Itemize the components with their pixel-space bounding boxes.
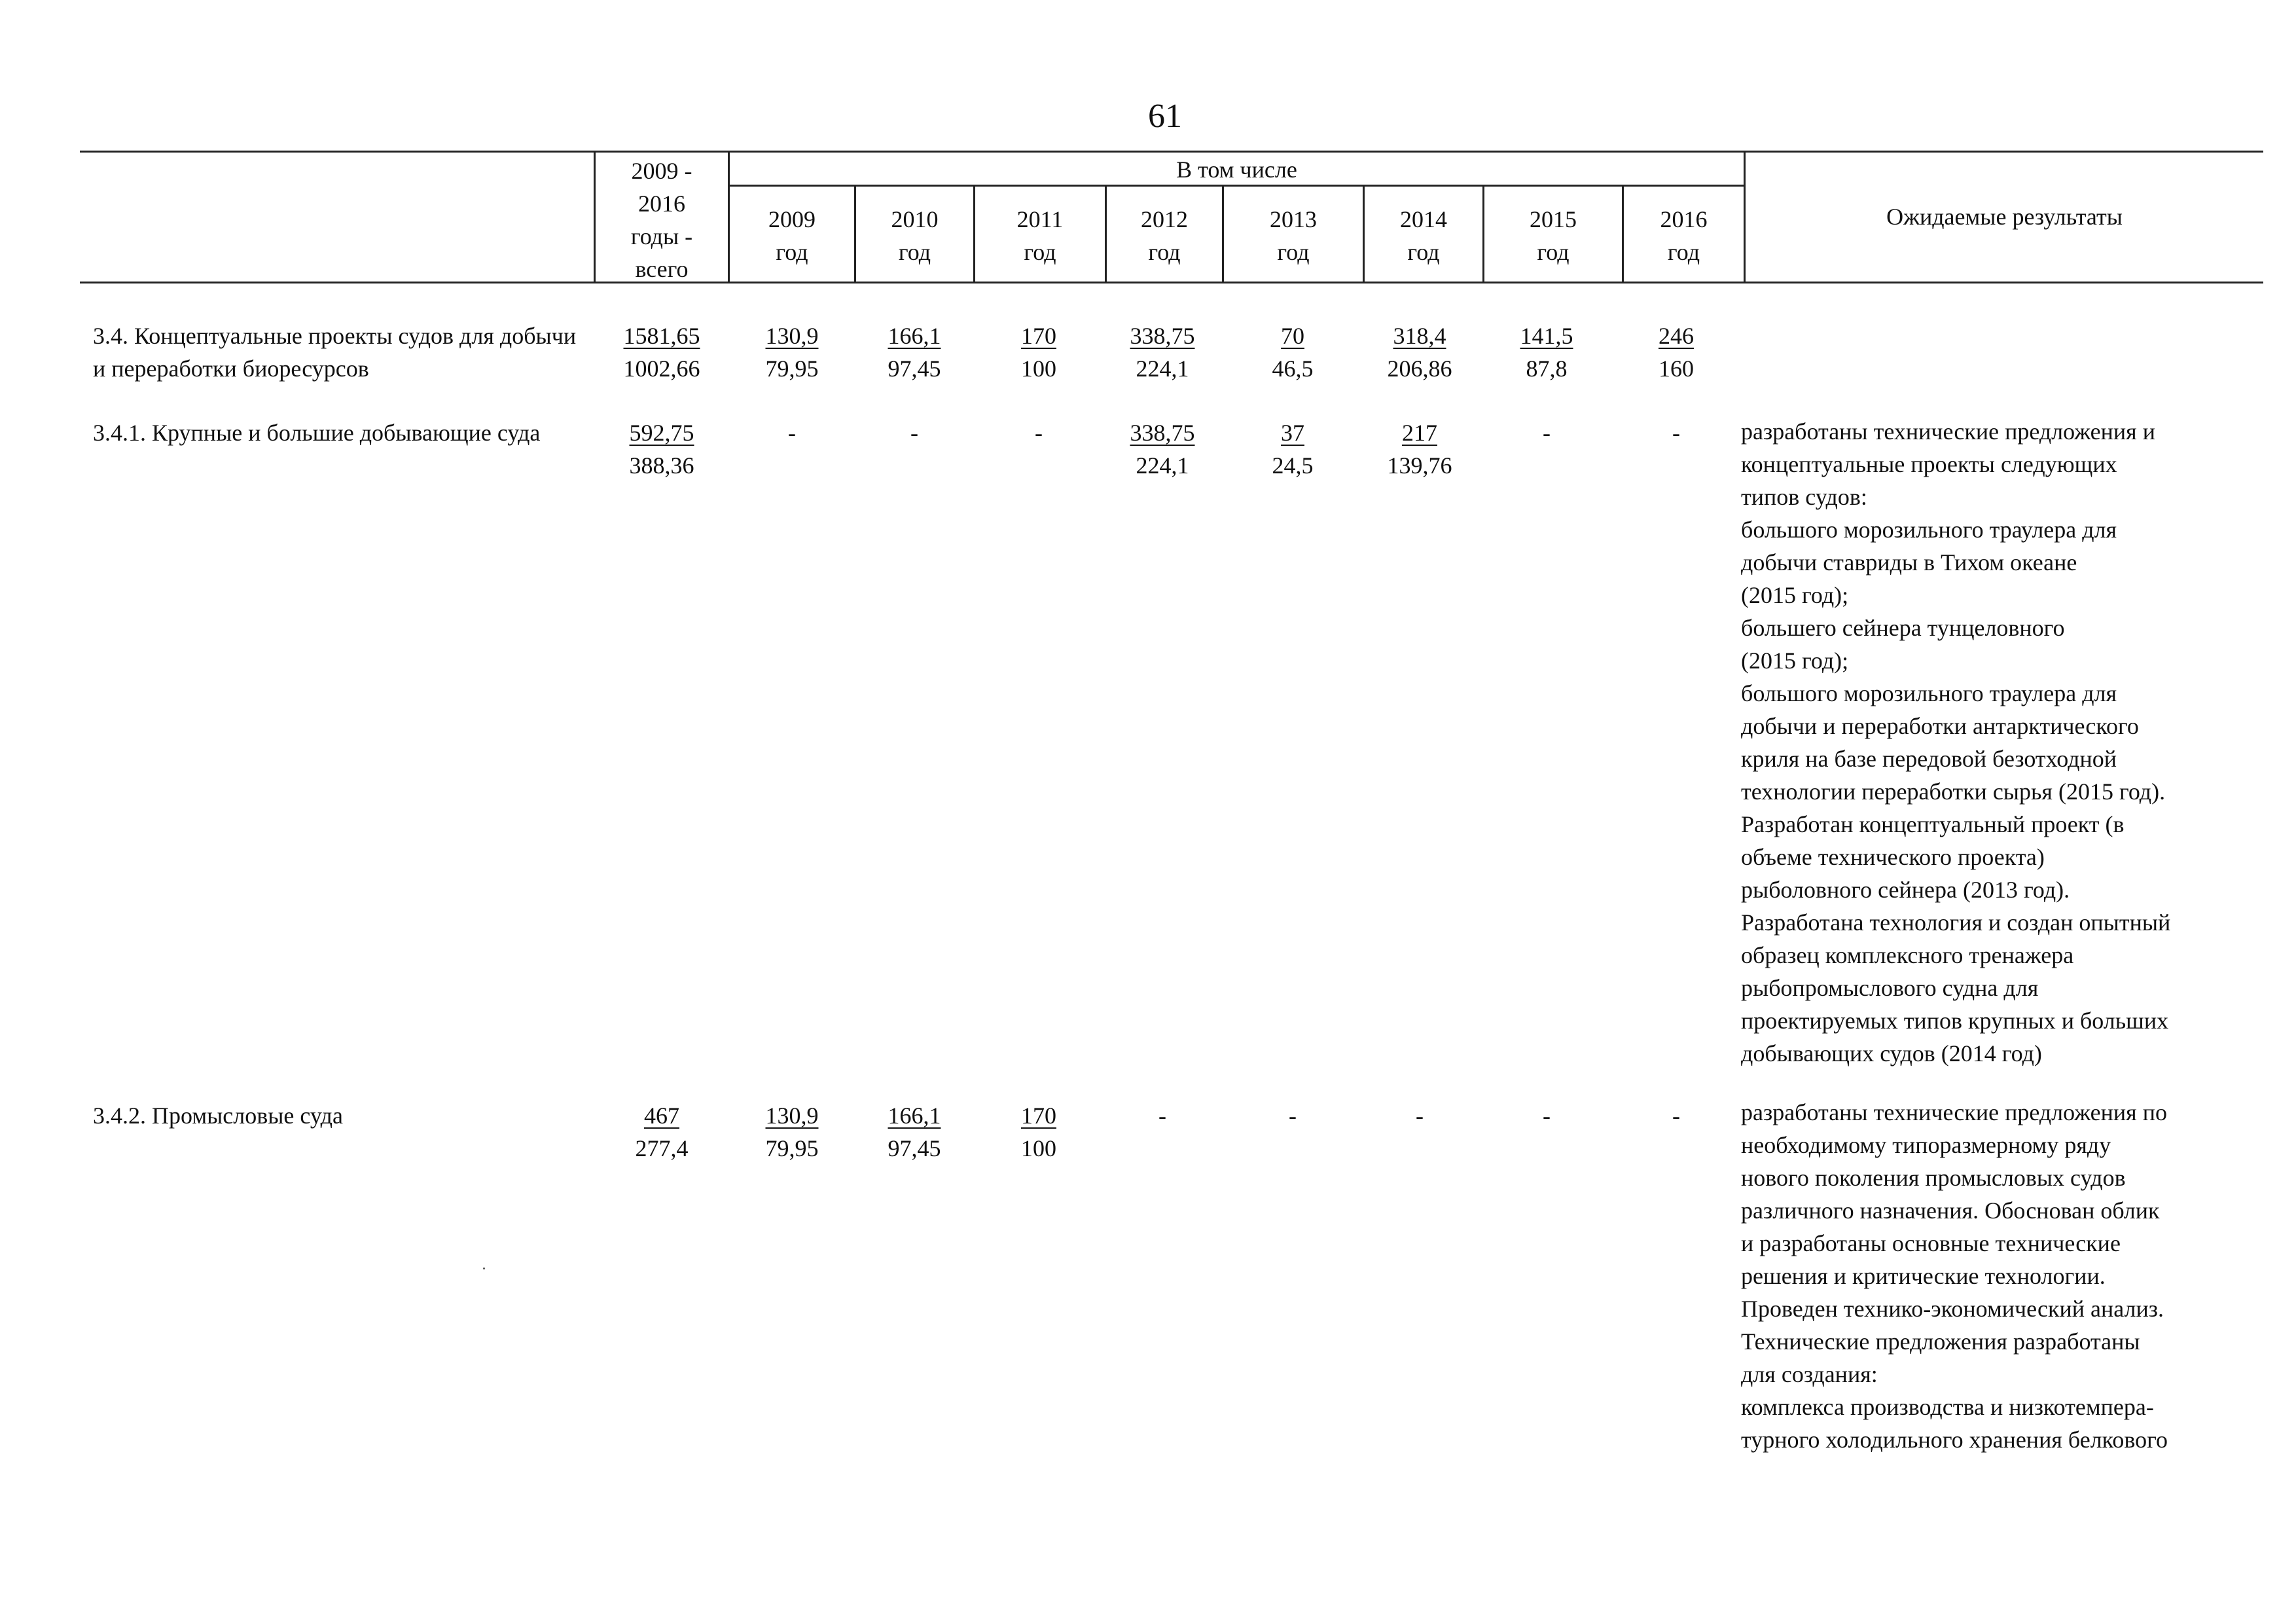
header-year: 2016 год	[1660, 206, 1708, 265]
value-cell: 130,9 79,95	[765, 323, 819, 382]
header-expected-results: Ожидаемые результаты	[1886, 204, 2123, 230]
header-year: 2015 год	[1530, 206, 1577, 265]
value-cell: 166,1 97,45	[888, 323, 941, 382]
row-label: 3.4.2. Промысловые суда	[93, 1103, 343, 1129]
header-year: 2013 год	[1270, 206, 1317, 265]
value-cell: 318,4 206,86	[1387, 323, 1452, 382]
value-cell: 217 139,76	[1387, 420, 1452, 479]
row-label: 3.4.1. Крупные и большие добывающие суда	[93, 420, 541, 446]
value-cell: 130,9 79,95	[765, 1103, 819, 1161]
value-cell: -	[1416, 1103, 1424, 1129]
page-number: 61	[1148, 98, 1182, 135]
header-year: 2014 год	[1400, 206, 1447, 265]
value-cell: -	[910, 420, 918, 446]
value-cell: 170 100	[1021, 1103, 1056, 1161]
header-group-label: В том числе	[1176, 156, 1297, 183]
value-cell: 166,1 97,45	[888, 1103, 941, 1161]
value-cell: -	[1289, 1103, 1297, 1129]
header-year: 2010 год	[891, 206, 939, 265]
value-cell: 338,75 224,1	[1130, 420, 1195, 479]
value-cell: -	[788, 420, 796, 446]
value-cell: -	[1158, 1103, 1166, 1129]
value-cell: 592,75 388,36	[629, 420, 694, 479]
value-cell: -	[1672, 1103, 1680, 1129]
value-cell: 338,75 224,1	[1130, 323, 1195, 382]
value-cell: -	[1672, 420, 1680, 446]
value-cell: 246 160	[1659, 323, 1694, 382]
scan-speck	[483, 1267, 485, 1269]
table-header-bottom-rule	[80, 282, 2263, 283]
value-cell: 37 24,5	[1272, 420, 1314, 479]
table-top-rule	[80, 151, 2263, 153]
value-cell: 70 46,5	[1272, 323, 1314, 382]
value-cell: 1581,65 1002,66	[623, 323, 700, 382]
value-cell: 141,5 87,8	[1520, 323, 1573, 382]
header-total-period: 2009 - 2016 годы - всего	[630, 158, 693, 282]
header-year: 2009 год	[768, 206, 816, 265]
value-cell: -	[1543, 1103, 1551, 1129]
expected-result-text: разработаны технические предложения и концептуальные проекты следующих типов судов: большого морозильного траулера для добычи ставриды в Тихом океане (2015 год); большего сейнера тунцеловного (2015 год); большого морозильного траулера для добычи и переработки антарктического криля на базе передовой безотходной технологии переработки сырья (2015 год). Разработан концептуальный проект (в объеме технического проекта) рыболовного сейнера (2013 год). Разработана технология и создан опытный образец комплексного тренажера рыбопромыслового судна для проектируемых типов крупных и больших добывающих судов (2014 год)	[1741, 418, 2171, 1067]
header-year: 2011 год	[1016, 206, 1064, 265]
row-label: 3.4. Концептуальные проекты судов для добычи и переработки биоресурсов	[93, 323, 577, 382]
value-cell: -	[1543, 420, 1551, 446]
value-cell: 467 277,4	[635, 1103, 689, 1161]
expected-result-text: разработаны технические предложения по необходимому типоразмерному ряду нового поколения промысловых судов различного назначения. Обоснован облик и разработаны основные технические решения и критические технологии. Проведен технико-экономический анализ. Технические предложения разработаны для создания: комплекса производства и низкотемпера- турного холодильного хранения белкового	[1741, 1099, 2168, 1453]
header-year: 2012 год	[1141, 206, 1188, 265]
value-cell: -	[1035, 420, 1043, 446]
value-cell: 170 100	[1021, 323, 1056, 382]
